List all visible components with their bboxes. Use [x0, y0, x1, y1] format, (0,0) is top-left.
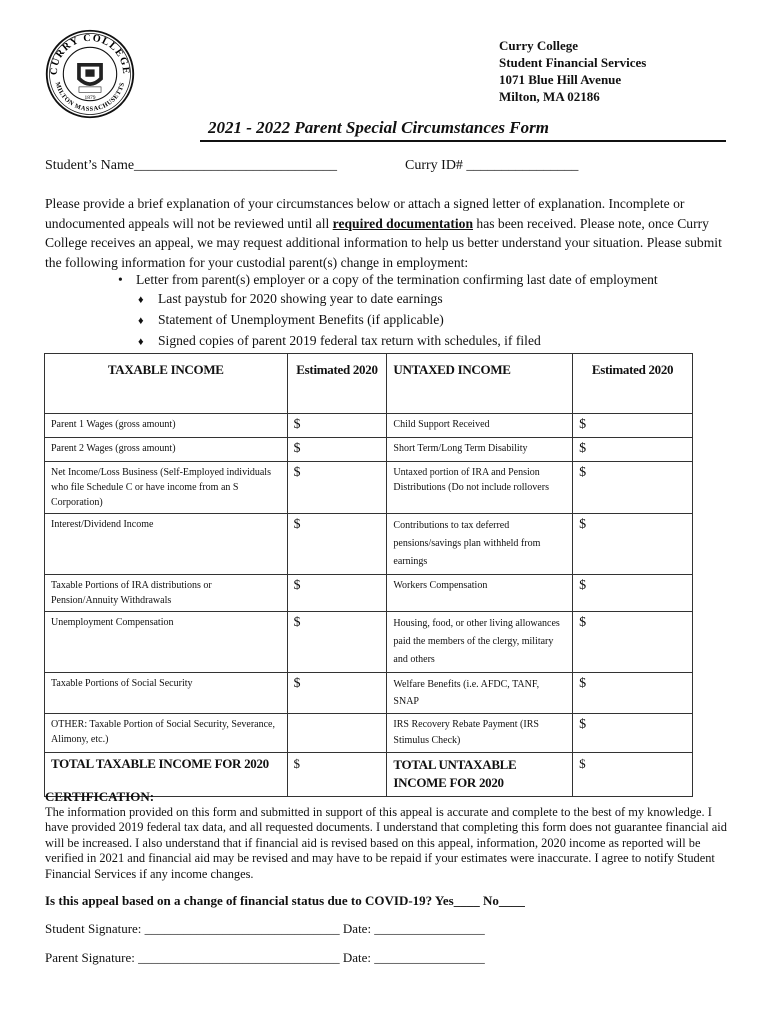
table-row	[45, 414, 693, 438]
address-line-1: Curry College	[499, 38, 579, 53]
header-untaxed-income: UNTAXED INCOME	[387, 354, 573, 414]
untaxed-amount-field[interactable]: $	[573, 612, 693, 673]
certification-heading: CERTIFICATION:	[45, 789, 155, 804]
table-row	[45, 438, 693, 462]
address-line-2: Student Financial Services	[499, 55, 647, 70]
table-header-row	[45, 354, 693, 414]
taxable-label: Net Income/Loss Business (Self-Employed individuals who file Schedule C or have income from an S Corporation)	[45, 462, 288, 514]
taxable-amount-field[interactable]	[287, 714, 387, 753]
taxable-label: Unemployment Compensation	[45, 612, 288, 673]
header-estimated-taxable: Estimated 2020	[287, 354, 387, 414]
taxable-label: Parent 1 Wages (gross amount)	[45, 414, 288, 438]
table-row	[45, 612, 693, 673]
untaxed-amount-field[interactable]: $	[573, 414, 693, 438]
untaxed-label: Contributions to tax deferred pensions/savings plan withheld from earnings	[387, 514, 573, 575]
certification-text: The information provided on this form and submitted in support of this appeal is accurate and complete to the best of my knowledge. I have provided 2019 federal tax data, and all requested documents. I understand that completing this form does not guarantee financial aid will be increased. I also understand that if financial aid is revised based on this appeal, information, 2020 income as reported will be verified in 2021 and financial aid may be revised and may have to be repaid if your estimates were inaccurate. I agree to notify Student Financial Services if any income changes.	[45, 804, 727, 881]
taxable-amount-field[interactable]: $	[287, 673, 387, 714]
untaxed-label: Workers Compensation	[387, 575, 573, 612]
student-name-field[interactable]: Student’s Name_____________________________	[45, 158, 338, 173]
taxable-amount-field[interactable]: $	[287, 462, 387, 514]
table-row	[45, 714, 693, 753]
taxable-label: Taxable Portions of Social Security	[45, 673, 288, 714]
taxable-amount-field[interactable]: $	[287, 414, 387, 438]
total-untaxed-field[interactable]: $	[573, 753, 693, 797]
untaxed-label: Short Term/Long Term Disability	[387, 438, 573, 462]
office-address	[499, 37, 646, 105]
untaxed-label: Child Support Received	[387, 414, 573, 438]
untaxed-amount-field[interactable]: $	[573, 438, 693, 462]
covid-question[interactable]: Is this appeal based on a change of financial status due to COVID-19? Yes____ No____	[45, 893, 525, 908]
untaxed-amount-field[interactable]: $	[573, 514, 693, 575]
table-row	[45, 514, 693, 575]
taxable-amount-field[interactable]: $	[287, 438, 387, 462]
header-estimated-untaxed: Estimated 2020	[573, 354, 693, 414]
table-row	[45, 673, 693, 714]
untaxed-label: Untaxed portion of IRA and Pension Distributions (Do not include rollovers	[387, 462, 573, 514]
parent-signature-field[interactable]: Parent Signature: _______________________________ Date: _________________	[45, 950, 485, 965]
seal-year: 1879	[84, 94, 96, 101]
income-table	[44, 353, 693, 797]
untaxed-amount-field[interactable]: $	[573, 673, 693, 714]
seal-top-text: CURRY COLLEGE	[48, 32, 132, 76]
untaxed-label: Housing, food, or other living allowances paid the members of the clergy, military and others	[387, 612, 573, 673]
untaxed-amount-field[interactable]: $	[573, 714, 693, 753]
table-row	[45, 575, 693, 612]
intro-paragraph	[45, 194, 735, 272]
intro-text-1: Please provide a brief explanation of your circumstances below or attach a signed letter of explanation. Incomplete or undocumented appeals will not be reviewed until all	[45, 196, 685, 231]
certification-section	[45, 789, 735, 882]
bullet-sub: ♦ Statement of Unemployment Benefits (if applicable)	[138, 310, 658, 331]
intro-emphasis: required documentation	[332, 215, 474, 231]
document-list	[118, 270, 658, 352]
taxable-label: OTHER: Taxable Portion of Social Security, Severance, Alimony, etc.)	[45, 714, 288, 753]
address-line-3: 1071 Blue Hill Avenue	[499, 72, 622, 87]
taxable-amount-field[interactable]: $	[287, 514, 387, 575]
intro-text-2: has been received. Please note, once Curry College receives an appeal, we may request additional information to help us better understand your situation. Please submit the following information for your custodial parent(s) change in employment:	[45, 215, 722, 270]
taxable-label: Taxable Portions of IRA distributions or Pension/Annuity Withdrawals	[45, 575, 288, 612]
bullet-sub: ♦ Signed copies of parent 2019 federal tax return with schedules, if filed	[138, 331, 658, 352]
untaxed-label: IRS Recovery Rebate Payment (IRS Stimulus Check)	[387, 714, 573, 753]
college-seal-icon	[44, 28, 136, 120]
seal-bottom-text: MILTON MASSACHUSETTS	[53, 81, 127, 113]
address-line-4: Milton, MA 02186	[499, 89, 600, 104]
untaxed-label: Welfare Benefits (i.e. AFDC, TANF, SNAP	[387, 673, 573, 714]
form-title: 2021 - 2022 Parent Special Circumstances Form	[208, 118, 549, 137]
taxable-amount-field[interactable]: $	[287, 575, 387, 612]
untaxed-amount-field[interactable]: $	[573, 462, 693, 514]
taxable-label: Parent 2 Wages (gross amount)	[45, 438, 288, 462]
title-rule	[200, 140, 726, 142]
untaxed-amount-field[interactable]: $	[573, 575, 693, 612]
table-row	[45, 462, 693, 514]
total-untaxed-label: TOTAL UNTAXABLE INCOME FOR 2020	[387, 753, 573, 797]
bullet-sub: ♦ Last paystub for 2020 showing year to date earnings	[138, 289, 658, 310]
header-taxable-income: TAXABLE INCOME	[45, 354, 288, 414]
total-taxable-label: TOTAL TAXABLE INCOME FOR 2020	[45, 753, 288, 797]
student-signature-field[interactable]: Student Signature: ______________________________ Date: _________________	[45, 921, 485, 936]
taxable-amount-field[interactable]: $	[287, 612, 387, 673]
total-taxable-field[interactable]: $	[287, 753, 387, 797]
curry-id-field[interactable]: Curry ID# ________________	[405, 158, 579, 173]
bullet-main: • Letter from parent(s) employer or a copy of the termination confirming last date of employment	[118, 270, 658, 289]
taxable-label: Interest/Dividend Income	[45, 514, 288, 575]
